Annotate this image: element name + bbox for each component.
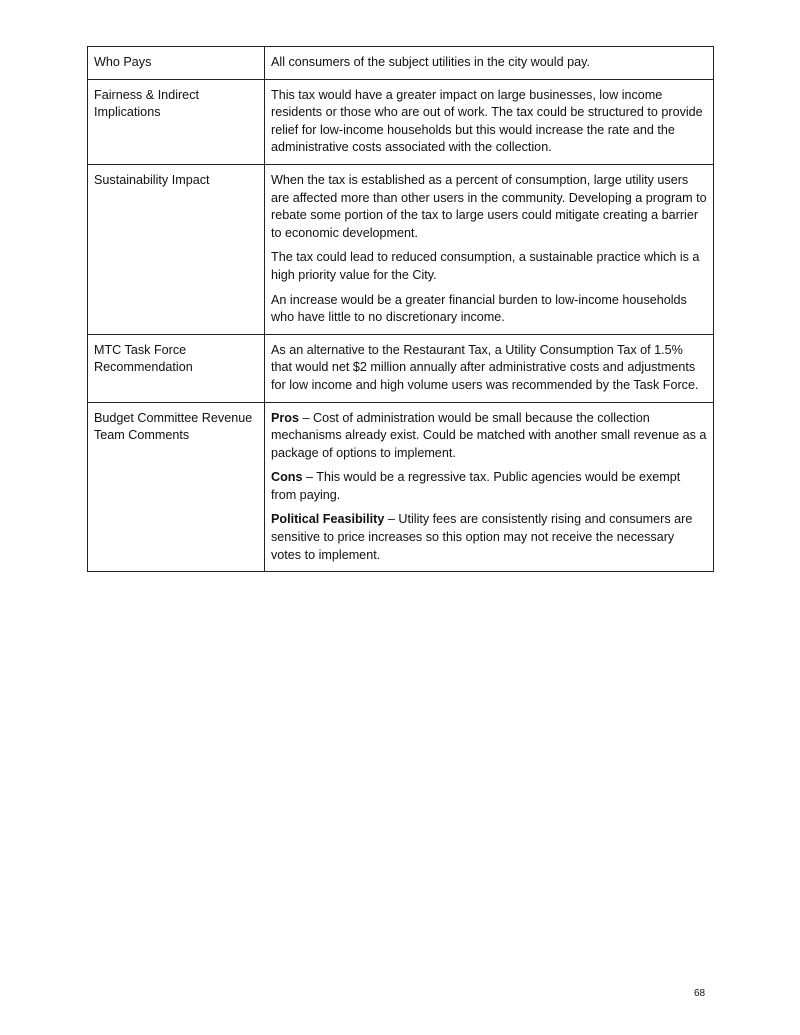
table-row [88,334,714,402]
row-content [265,79,714,164]
pros-paragraph [271,410,707,463]
cons-label: Cons [271,470,303,485]
paragraph: The tax could lead to reduced consumption, a sustainable practice which is a high priority value for the City. [271,250,700,282]
political-feasibility-text: – Utility fees are consistently rising and consumers are sensitive to price increases so this option may not receive the necessary votes to implement. [271,512,693,562]
table-row [88,164,714,334]
row-label: Sustainability Impact [88,164,265,334]
cons-text: – This would be a regressive tax. Public agencies would be exempt from paying. [271,470,681,502]
row-label: Fairness & Indirect Implications [88,79,265,164]
cons-paragraph [271,469,707,504]
table-row [88,47,714,80]
paragraph: As an alternative to the Restaurant Tax, a Utility Consumption Tax of 1.5% that would net $2 million annually after administrative costs and adjustments for low income and high volume users was recommended by the Task Force. [271,342,699,392]
paragraph: An increase would be a greater financial burden to low-income households who have little to no discretionary income. [271,292,687,325]
row-content [265,334,714,402]
paragraph: When the tax is established as a percent of consumption, large utility users are affected more than other users in the community. Developing a program to rebate some portion of the tax to large users could mitigate creating a barrier to economic development. [271,172,707,240]
policy-analysis-table [87,46,714,572]
paragraph: This tax would have a greater impact on large businesses, low income residents or those who are out of work. The tax could be structured to provide relief for low-income households but this would increase the rate and the administrative costs associated with the collection. [271,87,703,155]
table-row [88,402,714,572]
row-content [265,164,714,334]
political-feasibility-label: Political Feasibility [271,512,385,527]
row-label: MTC Task Force Recommendation [88,334,265,402]
political-feasibility-paragraph [271,511,707,564]
paragraph: All consumers of the subject utilities in the city would pay. [271,55,590,69]
row-content [265,402,714,572]
page-number: 68 [694,988,706,999]
row-label: Who Pays [88,47,265,80]
row-content [265,47,714,80]
pros-text: – Cost of administration would be small because the collection mechanisms already exist. Could be matched with another small revenue as a package of options to implement. [271,410,707,460]
row-label: Budget Committee Revenue Team Comments [88,402,265,572]
table-row [88,79,714,164]
pros-label: Pros [271,410,299,425]
